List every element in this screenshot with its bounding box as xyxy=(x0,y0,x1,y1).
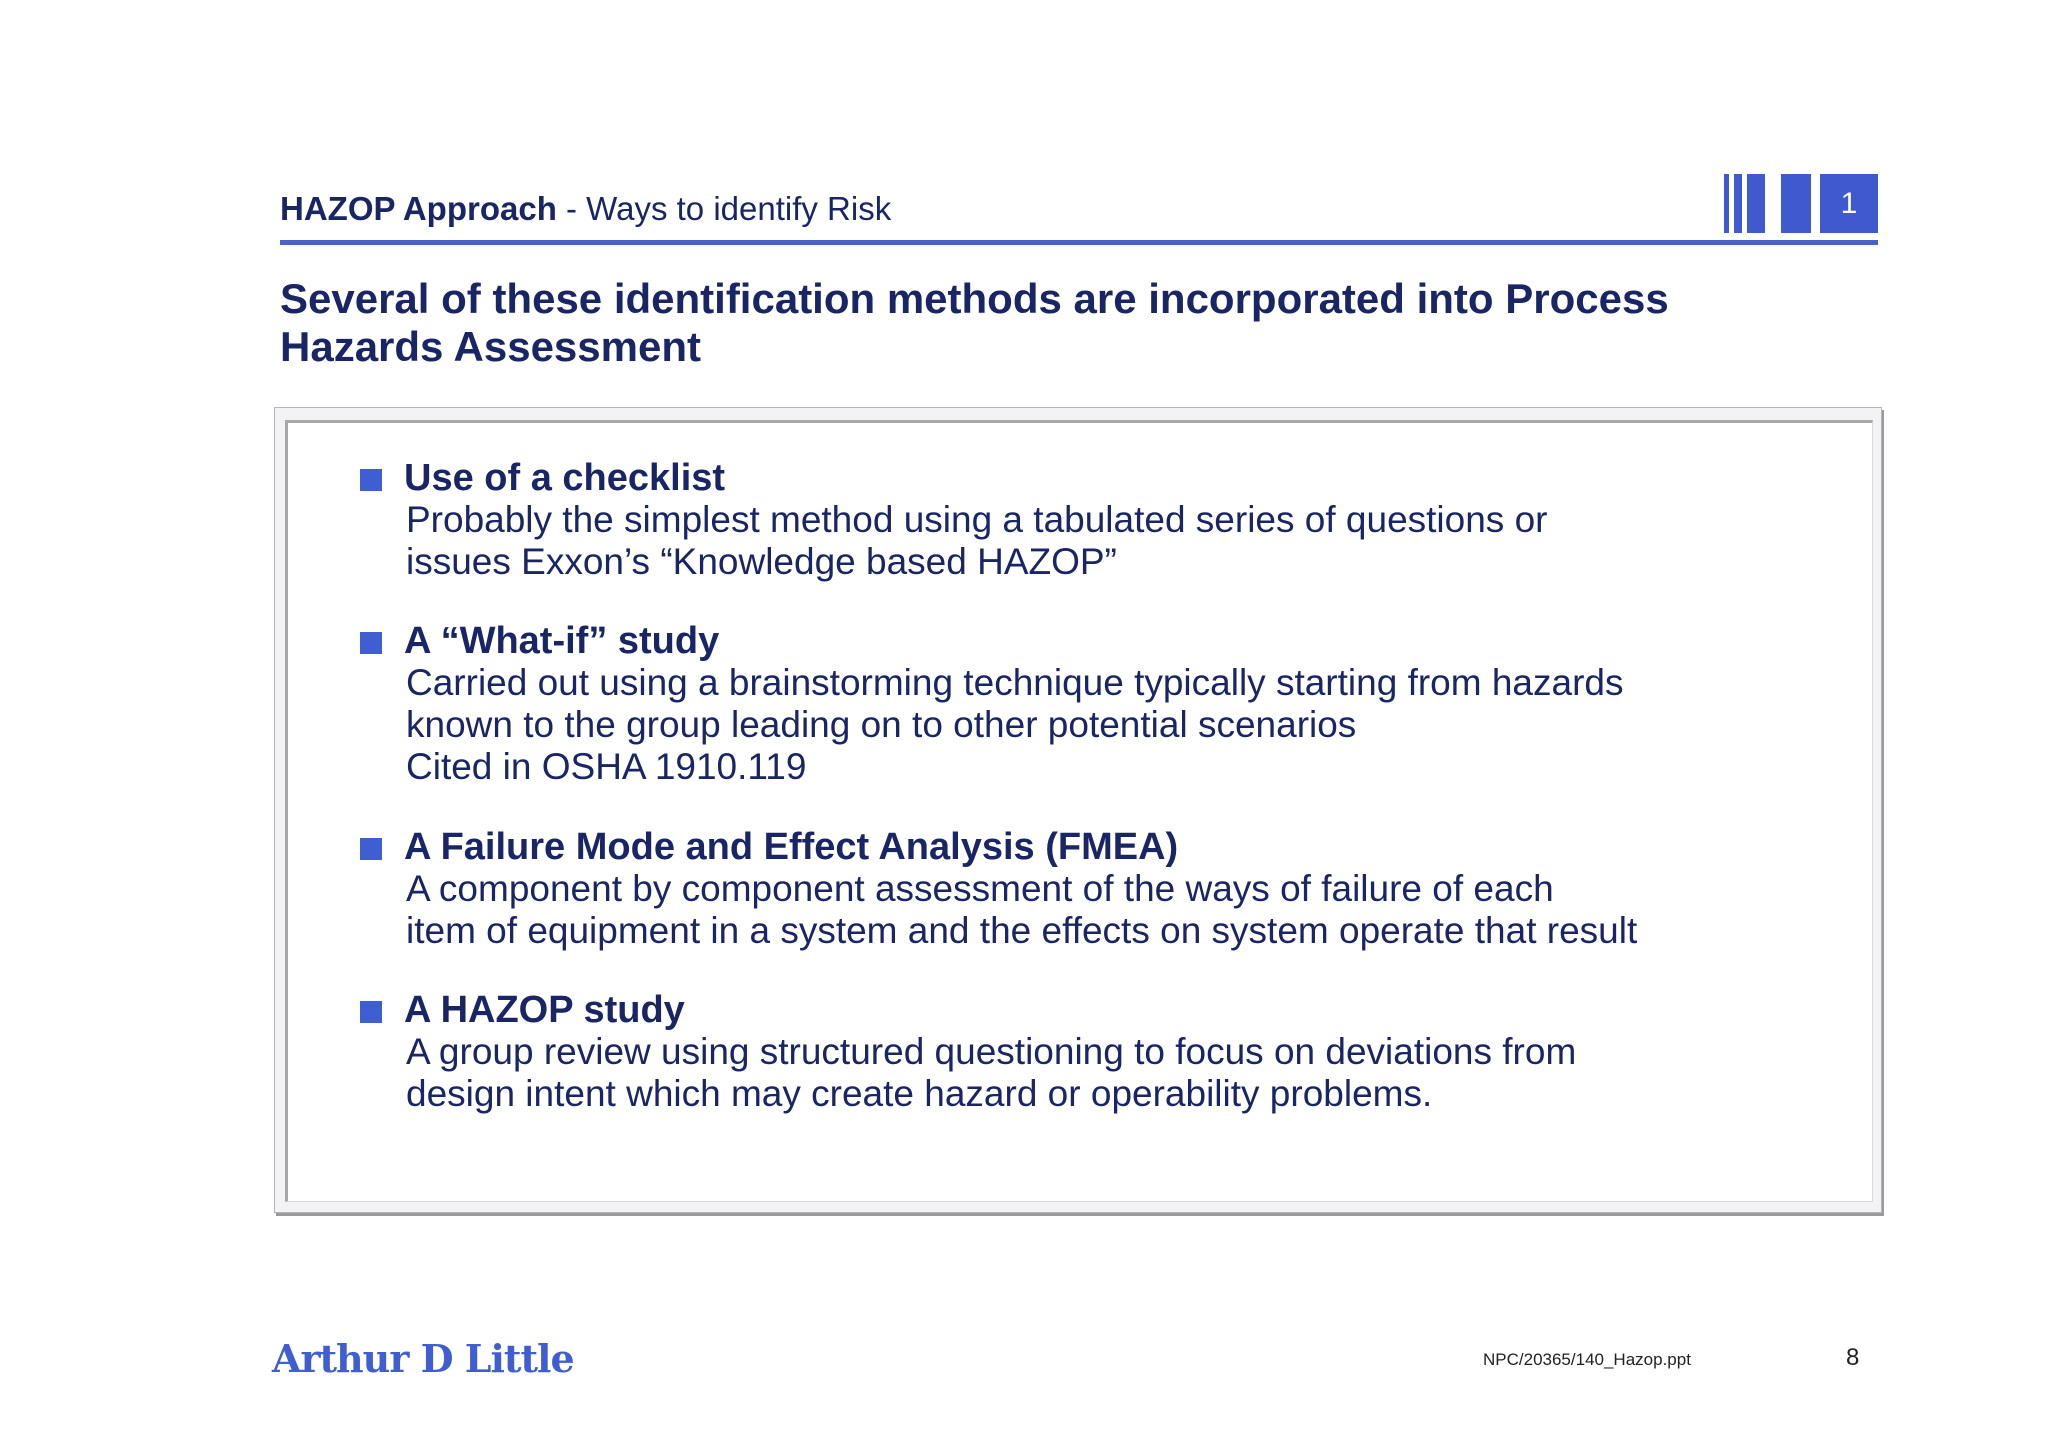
header-title-rest: - Ways to identify Risk xyxy=(556,190,892,227)
list-item xyxy=(360,457,1780,583)
square-bullet-icon xyxy=(360,632,382,654)
marker-stripe xyxy=(1734,174,1742,233)
item-description xyxy=(406,499,1780,583)
item-description xyxy=(406,1031,1780,1115)
list-item xyxy=(360,620,1780,788)
item-description xyxy=(406,868,1780,952)
page-number: 8 xyxy=(1846,1344,1860,1371)
content-panel-inner xyxy=(285,420,1873,1202)
item-title: A HAZOP study xyxy=(404,989,685,1031)
item-description-line: Cited in OSHA 1910.119 xyxy=(406,746,807,787)
marker-stripe xyxy=(1747,174,1765,233)
header-title xyxy=(280,190,891,228)
list-item xyxy=(360,989,1780,1115)
list-item xyxy=(360,826,1780,952)
content-panel xyxy=(274,407,1882,1213)
item-description-line: A component by component assessment of the ways of failure of each xyxy=(406,868,1554,909)
section-number: 1 xyxy=(1820,174,1878,233)
item-description-line: Carried out using a brainstorming technique typically starting from hazards xyxy=(406,662,1624,703)
square-bullet-icon xyxy=(360,1001,382,1023)
item-title: A Failure Mode and Effect Analysis (FMEA) xyxy=(404,826,1179,868)
page-title-line: Several of these identification methods are incorporated into Process xyxy=(280,275,1669,322)
page-title xyxy=(280,275,1840,371)
marker-stripe xyxy=(1781,174,1811,233)
item-description-line: Probably the simplest method using a tabulated series of questions or xyxy=(406,499,1548,540)
item-title: Use of a checklist xyxy=(404,457,726,499)
marker-stripe xyxy=(1724,174,1729,233)
file-reference: NPC/20365/140_Hazop.ppt xyxy=(1483,1350,1691,1369)
page-title-line: Hazards Assessment xyxy=(280,323,701,370)
header-title-strong: HAZOP Approach xyxy=(280,190,557,227)
item-description-line: known to the group leading on to other potential scenarios xyxy=(406,704,1357,745)
item-description-line: issues Exxon’s “Knowledge based HAZOP” xyxy=(406,541,1117,582)
square-bullet-icon xyxy=(360,838,382,860)
item-description-line: A group review using structured questioning to focus on deviations from xyxy=(406,1031,1577,1072)
item-description xyxy=(406,662,1780,788)
header-divider xyxy=(280,240,1878,245)
square-bullet-icon xyxy=(360,469,382,491)
company-logo: Arthur D Little xyxy=(272,1336,574,1381)
item-description-line: item of equipment in a system and the effects on system operate that result xyxy=(406,910,1638,951)
item-title: A “What-if” study xyxy=(404,620,720,662)
item-description-line: design intent which may create hazard or operability problems. xyxy=(406,1073,1433,1114)
